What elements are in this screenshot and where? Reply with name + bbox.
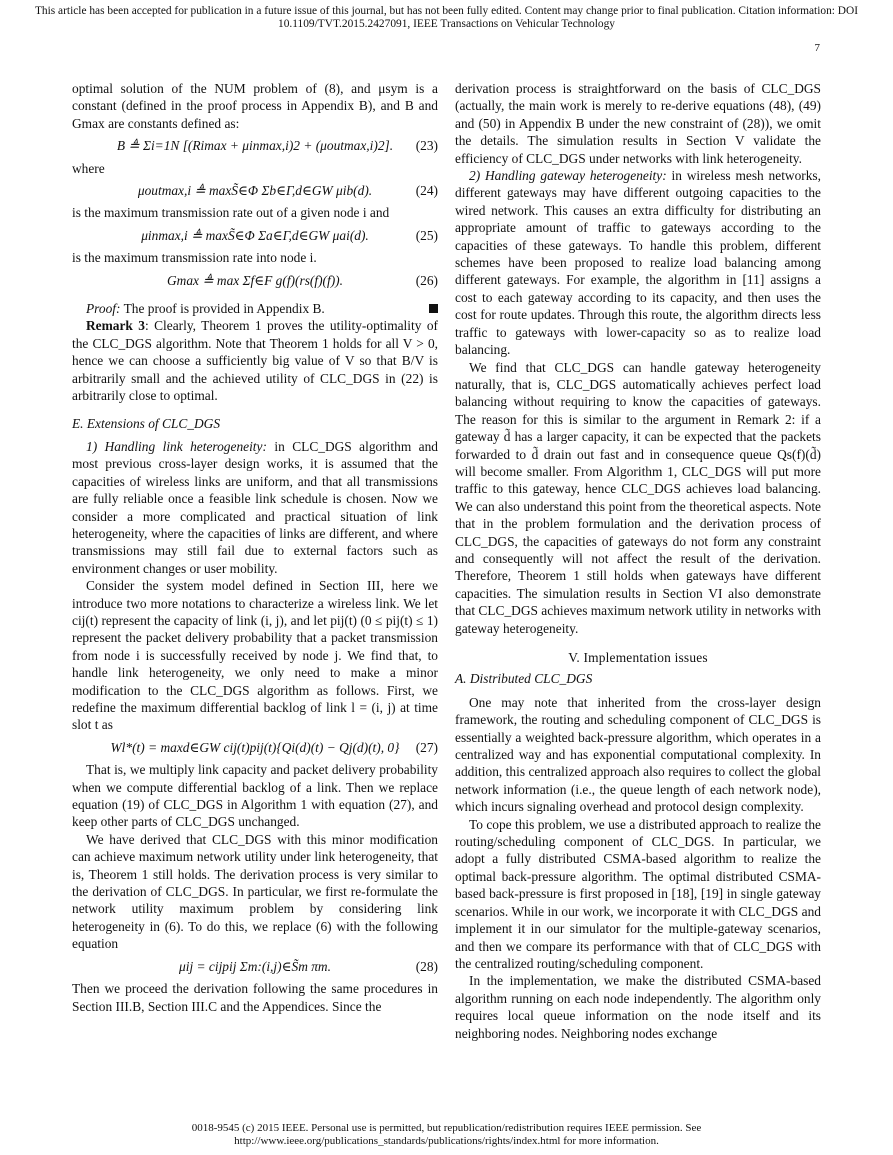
left-paragraph-4: Consider the system model defined in Section III, here we introduce two more notations to characterize a wireless link. We let cij(t) represent the capacity of link (i, j), and let pij(t) (0 ≤ pij(t) ≤ 1) represent the packet delivery probability that a packet transmission from node i is successfully received by node j. We find that, to handle link heterogeneity, we only need to make a minor modification to the CLC_DGS algorithm as follows. First, we redefine the maximum differential backlog of link l = (i, j) at time slot t as: [72, 578, 438, 733]
equation-27: [72, 739, 438, 756]
equation-25: [72, 227, 438, 244]
gateway-heterogeneity-paragraph: [455, 167, 821, 358]
left-column: [72, 80, 438, 1015]
equation-28: [72, 958, 438, 975]
equation-23: [72, 137, 438, 154]
copyright-footer: [18, 1122, 875, 1148]
proof-paragraph: [72, 300, 438, 317]
proof-text: The proof is provided in Appendix B.: [123, 301, 325, 317]
section-a-heading: A. Distributed CLC_DGS: [455, 671, 593, 687]
equation-26-number: (26): [415, 272, 438, 288]
equation-23-number: (23): [415, 138, 438, 154]
proof-label: Proof:: [86, 301, 121, 317]
remark-3-text: : Clearly, Theorem 1 proves the utility-optimality of the CLC_DGS algorithm. Note that Theorem 1 holds for all V > 0, hence we can choose a sufficiently big value of V so that B/V is arbitrarily small and the achieved utility of CLC_DGS in (22) is arbitrarily close to optimal.: [72, 318, 438, 404]
equation-28-number: (28): [415, 958, 438, 974]
banner-line-1: This article has been accepted for publication in a future issue of this journal, but has not been fully edited. Content may change prior to final publication. Citation information: DOI: [34, 5, 859, 17]
equation-26: [72, 272, 438, 289]
equation-24-body: μoutmax,i ≜ maxS̃∈Φ Σb∈Γ,d∈GW μib(d).: [137, 183, 373, 199]
gateway-heterogeneity-text: in wireless mesh networks, different gateways may have different outgoing capacities to the wired network. This causes an extra difficulty for distributing an appropriate amount of traffic to gateways according to the capacities of these gateways. To handle this problem, different schemes have been proposed to realize load balancing among different gateways. For example, the algorithm in [11] assigns a cost to each gateway according to its capacity, and then uses the cost for route updates. Through this route, the algorithm directs less traffic to gateways with lower-capacity so as to realize load balancing.: [455, 168, 821, 358]
equation-28-body: μij = cijpij Σm:(i,j)∈S̃m πm.: [179, 958, 331, 974]
equation-25-number: (25): [415, 227, 438, 243]
footer-line-2: http://www.ieee.org/publications_standards/publications/rights/index.html for more information.: [234, 1135, 659, 1147]
right-paragraph-1: derivation process is straightforward on the basis of CLC_DGS (actually, the main work is merely to re-derive equations (48), (49) and (50) in Appendix B under the new constraint of (28)), we omit the details. The simulation results in Section V validate the efficiency of CLC_DGS under networks with link heterogeneity.: [455, 81, 821, 166]
left-paragraph-6: We have derived that CLC_DGS with this minor modification can achieve maximum network utility under link heterogeneity, that is, Theorem 1 still holds. The derivation process is very similar to the derivation of CLC_DGS. In particular, we first re-formulate the network utility maximum problem by considering link heterogeneity in (6). To do this, we replace (6) with the following equation: [72, 831, 438, 952]
equation-24: [72, 182, 438, 199]
left-paragraph-7: Then we proceed the derivation following the same procedures in Section III.B, Section III.C and the Appendices. Since the: [72, 981, 438, 1014]
link-heterogeneity-paragraph: [72, 438, 438, 577]
section-v-heading: V. Implementation issues: [568, 650, 708, 665]
link-heterogeneity-text: in CLC_DGS algorithm and most previous cross-layer design works, it is assumed that the capacities of wireless links are uniform, and that all transmissions are fully reliable once a feasible link schedule is chosen. Now we consider a more complicated and practical situation of link heterogeneity, where the capacities of links are different, and where transmissions may still fail due to external factors such as environment changes or user mobility.: [72, 438, 438, 576]
equation-23-body: B ≜ Σi=1N [(Rimax + μinmax,i)2 + (μoutmax,i)2].: [116, 138, 394, 154]
equation-26-body: Gmax ≜ max Σf∈F g(f)(rs(f)(f)).: [167, 272, 343, 288]
equation-27-number: (27): [415, 739, 438, 755]
equation-27-body: Wl*(t) = maxd∈GW cij(t)pij(t){Qi(d)(t) − Qj(d)(t), 0}: [110, 739, 400, 755]
left-paragraph-5: That is, we multiply link capacity and packet delivery probability when we compute differential backlog of a link. Then we replace equation (19) of CLC_DGS in Algorithm 1 with equation (27), and keep other parts of CLC_DGS unchanged.: [72, 762, 438, 830]
left-paragraph-2: is the maximum transmission rate out of a given node i and: [72, 205, 390, 221]
accepted-article-banner: [18, 5, 875, 31]
right-paragraph-3: One may note that inherited from the cross-layer design framework, the routing and scheduling component of CLC_DGS is essentially a weighted back-pressure algorithm, which operates in a centralized way and has exponential computational complexity. In addition, this centralized approach also requires to collect the global network information (i.e., the queue length of each network node), which incurs signaling overhead and protocol design complexity.: [455, 694, 821, 815]
page-number: 7: [814, 42, 820, 54]
banner-line-2: 10.1109/TVT.2015.2427091, IEEE Transactions on Vehicular Technology: [278, 18, 615, 30]
remark-3-label: Remark 3: [86, 318, 145, 334]
remark-3-paragraph: [72, 317, 438, 404]
equation-24-number: (24): [415, 183, 438, 199]
where-label: where: [72, 160, 105, 176]
right-paragraph-4: To cope this problem, we use a distributed approach to realize the routing/scheduling component of CLC_DGS. In particular, we adopt a fully distributed CSMA-based algorithm to realize the optimal back-pressure algorithm. The optimal distributed CSMA-based back-pressure is first proposed in [18], [19] in single gateway scenarios. While in our work, we incorporate it with CLC_DGS and implement it in our simulator for the multiple-gateway scenarios, and then we compare its performance with that of CLC_DGS with the centralized routing/scheduling component.: [455, 816, 821, 971]
qed-square-icon: [429, 304, 438, 313]
right-paragraph-5: In the implementation, we make the distributed CSMA-based algorithm running on each node independently. The algorithm only requires local queue information on the node itself and its neighboring nodes. Neighboring nodes exchange: [455, 973, 821, 1041]
right-paragraph-2: We find that CLC_DGS can handle gateway heterogeneity naturally, that is, CLC_DGS automatically achieves perfect load balancing without requiring to know the capacities of gateways. The reason for this is similar to the argument in Remark 2: if a gateway d̃ has a larger capacity, it can be expected that the packets forwarded to d̃ drain out fast and in consequence queue Qs(f)(d̃) will become smaller. From Algorithm 1, CLC_DGS will put more traffic to this gateway, hence CLC_DGS achieves load balancing. We can also understand this point from the theoretical aspects. Note that in the problem formulation and the derivation process of CLC_DGS, the capacities of gateways do not form any constraint and consequently will not affect the result of the derivation. Therefore, Theorem 1 still holds when gateways have different capacities. The simulation results in Section VI also demonstrate that CLC_DGS achieves maximum network utility in networks with gateway heterogeneity.: [455, 359, 821, 636]
left-paragraph-1: optimal solution of the NUM problem of (8), and μsym is a constant (defined in the proof process in Appendix B), and B and Gmax are constants defined as:: [72, 81, 438, 131]
section-e-heading: E. Extensions of CLC_DGS: [72, 415, 221, 431]
link-heterogeneity-label: 1) Handling link heterogeneity:: [86, 438, 267, 454]
footer-line-1: 0018-9545 (c) 2015 IEEE. Personal use is permitted, but republication/redistribution requires IEEE permission. See: [191, 1122, 702, 1134]
gateway-heterogeneity-label: 2) Handling gateway heterogeneity:: [469, 168, 667, 184]
right-column: [455, 80, 821, 1042]
left-paragraph-3: is the maximum transmission rate into node i.: [72, 250, 317, 266]
equation-25-body: μinmax,i ≜ maxS̃∈Φ Σa∈Γ,d∈GW μai(d).: [141, 227, 369, 243]
